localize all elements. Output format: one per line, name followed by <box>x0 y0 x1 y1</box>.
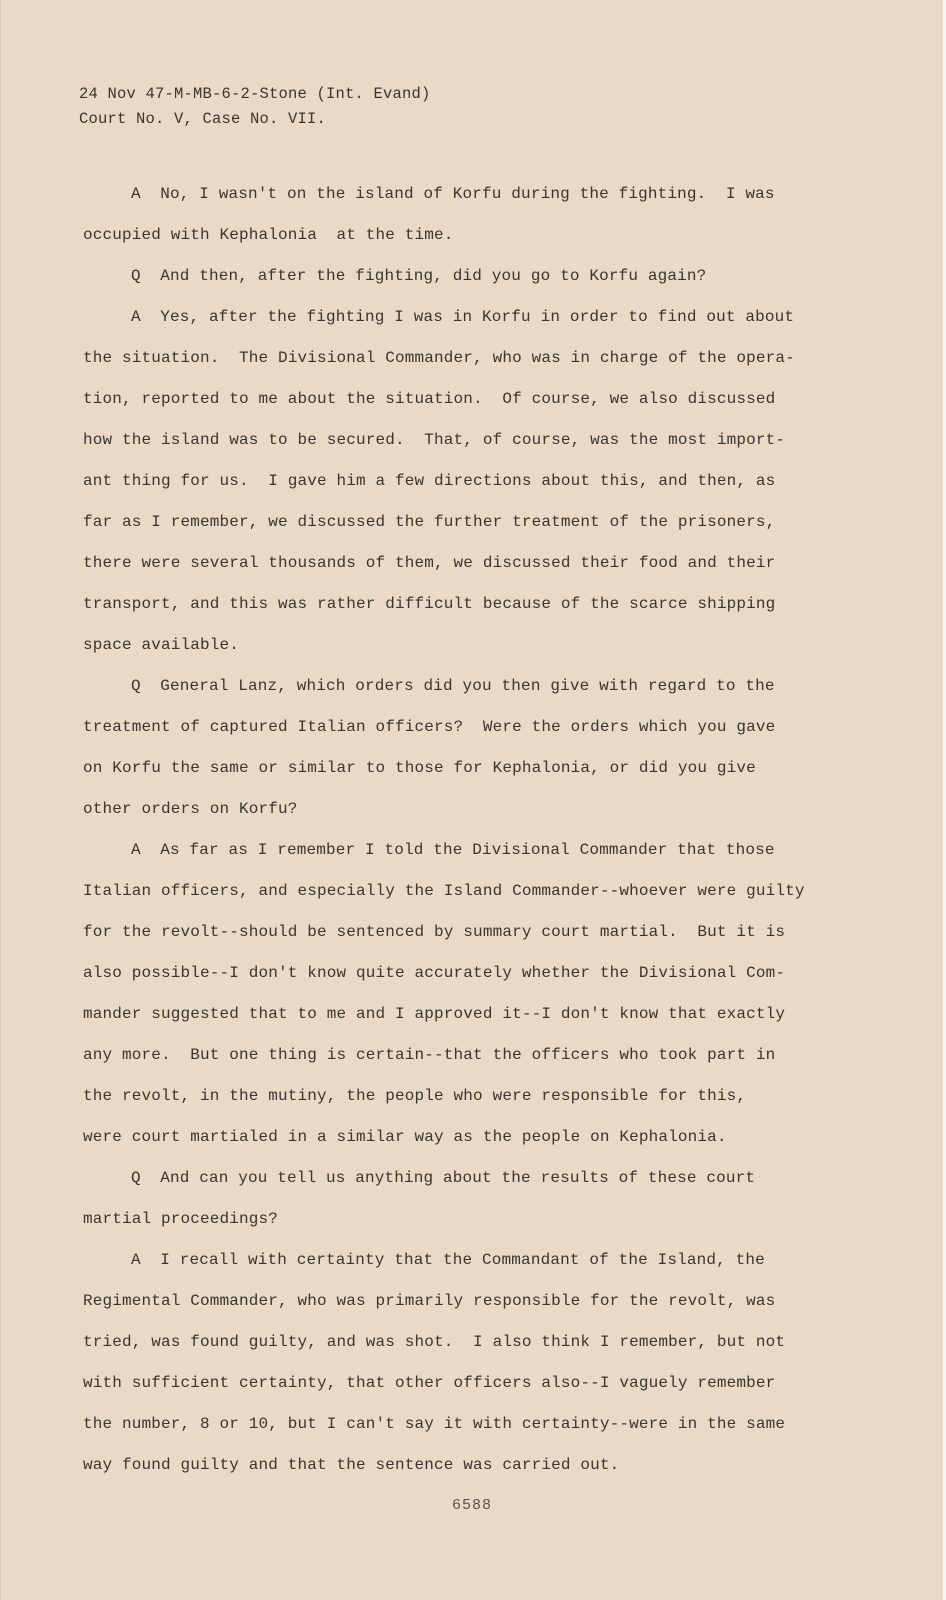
line-24: were court martialed in a similar way as the people on Kephalonia. <box>83 1128 727 1146</box>
line-07: how the island was to be secured. That, of course, was the most import- <box>83 431 786 449</box>
line-27: A I recall with certainty that the Commandant of the Island, the <box>131 1251 765 1269</box>
line-11: transport, and this was rather difficult because of the scarce shipping <box>83 595 776 613</box>
line-26: martial proceedings? <box>83 1210 279 1228</box>
line-01: A No, I wasn't on the island of Korfu during the fighting. I was <box>131 185 775 203</box>
line-23: the revolt, in the mutiny, the people who were responsible for this, <box>83 1087 747 1105</box>
line-17: A As far as I remember I told the Divisional Commander that those <box>131 841 775 859</box>
line-25: Q And can you tell us anything about the results of these court <box>131 1169 756 1187</box>
line-04: A Yes, after the fighting I was in Korfu in order to find out about <box>131 308 795 326</box>
header-line-court-case: Court No. V, Case No. VII. <box>79 110 327 128</box>
line-30: with sufficient certainty, that other officers also--I vaguely remember <box>83 1374 776 1392</box>
line-10: there were several thousands of them, we discussed their food and their <box>83 554 776 572</box>
line-06: tion, reported to me about the situation. Of course, we also discussed <box>83 390 776 408</box>
line-13: Q General Lanz, which orders did you then give with regard to the <box>131 677 775 695</box>
document-header <box>79 82 431 132</box>
line-31: the number, 8 or 10, but I can't say it with certainty--were in the same <box>83 1415 786 1433</box>
line-32: way found guilty and that the sentence was carried out. <box>83 1456 620 1474</box>
header-line-date-reference: 24 Nov 47-M-MB-6-2-Stone (Int. Evand) <box>79 85 431 103</box>
page-number: 6588 <box>451 1497 492 1514</box>
line-16: other orders on Korfu? <box>83 800 298 818</box>
line-19: for the revolt--should be sentenced by summary court martial. But it is <box>83 923 786 941</box>
line-14: treatment of captured Italian officers? Were the orders which you gave <box>83 718 776 736</box>
line-09: far as I remember, we discussed the further treatment of the prisoners, <box>83 513 776 531</box>
line-02: occupied with Kephalonia at the time. <box>83 226 454 244</box>
line-15: on Korfu the same or similar to those for Kephalonia, or did you give <box>83 759 756 777</box>
line-03: Q And then, after the fighting, did you go to Korfu again? <box>131 267 707 285</box>
line-05: the situation. The Divisional Commander, who was in charge of the opera- <box>83 349 795 367</box>
line-22: any more. But one thing is certain--that the officers who took part in <box>83 1046 776 1064</box>
line-18: Italian officers, and especially the Island Commander--whoever were guilty <box>83 882 805 900</box>
transcript-body <box>83 174 863 1486</box>
line-21: mander suggested that to me and I approved it--I don't know that exactly <box>83 1005 786 1023</box>
line-12: space available. <box>83 636 240 654</box>
line-08: ant thing for us. I gave him a few directions about this, and then, as <box>83 472 776 490</box>
line-28: Regimental Commander, who was primarily responsible for the revolt, was <box>83 1292 776 1310</box>
line-29: tried, was found guilty, and was shot. I also think I remember, but not <box>83 1333 786 1351</box>
line-20: also possible--I don't know quite accurately whether the Divisional Com- <box>83 964 786 982</box>
